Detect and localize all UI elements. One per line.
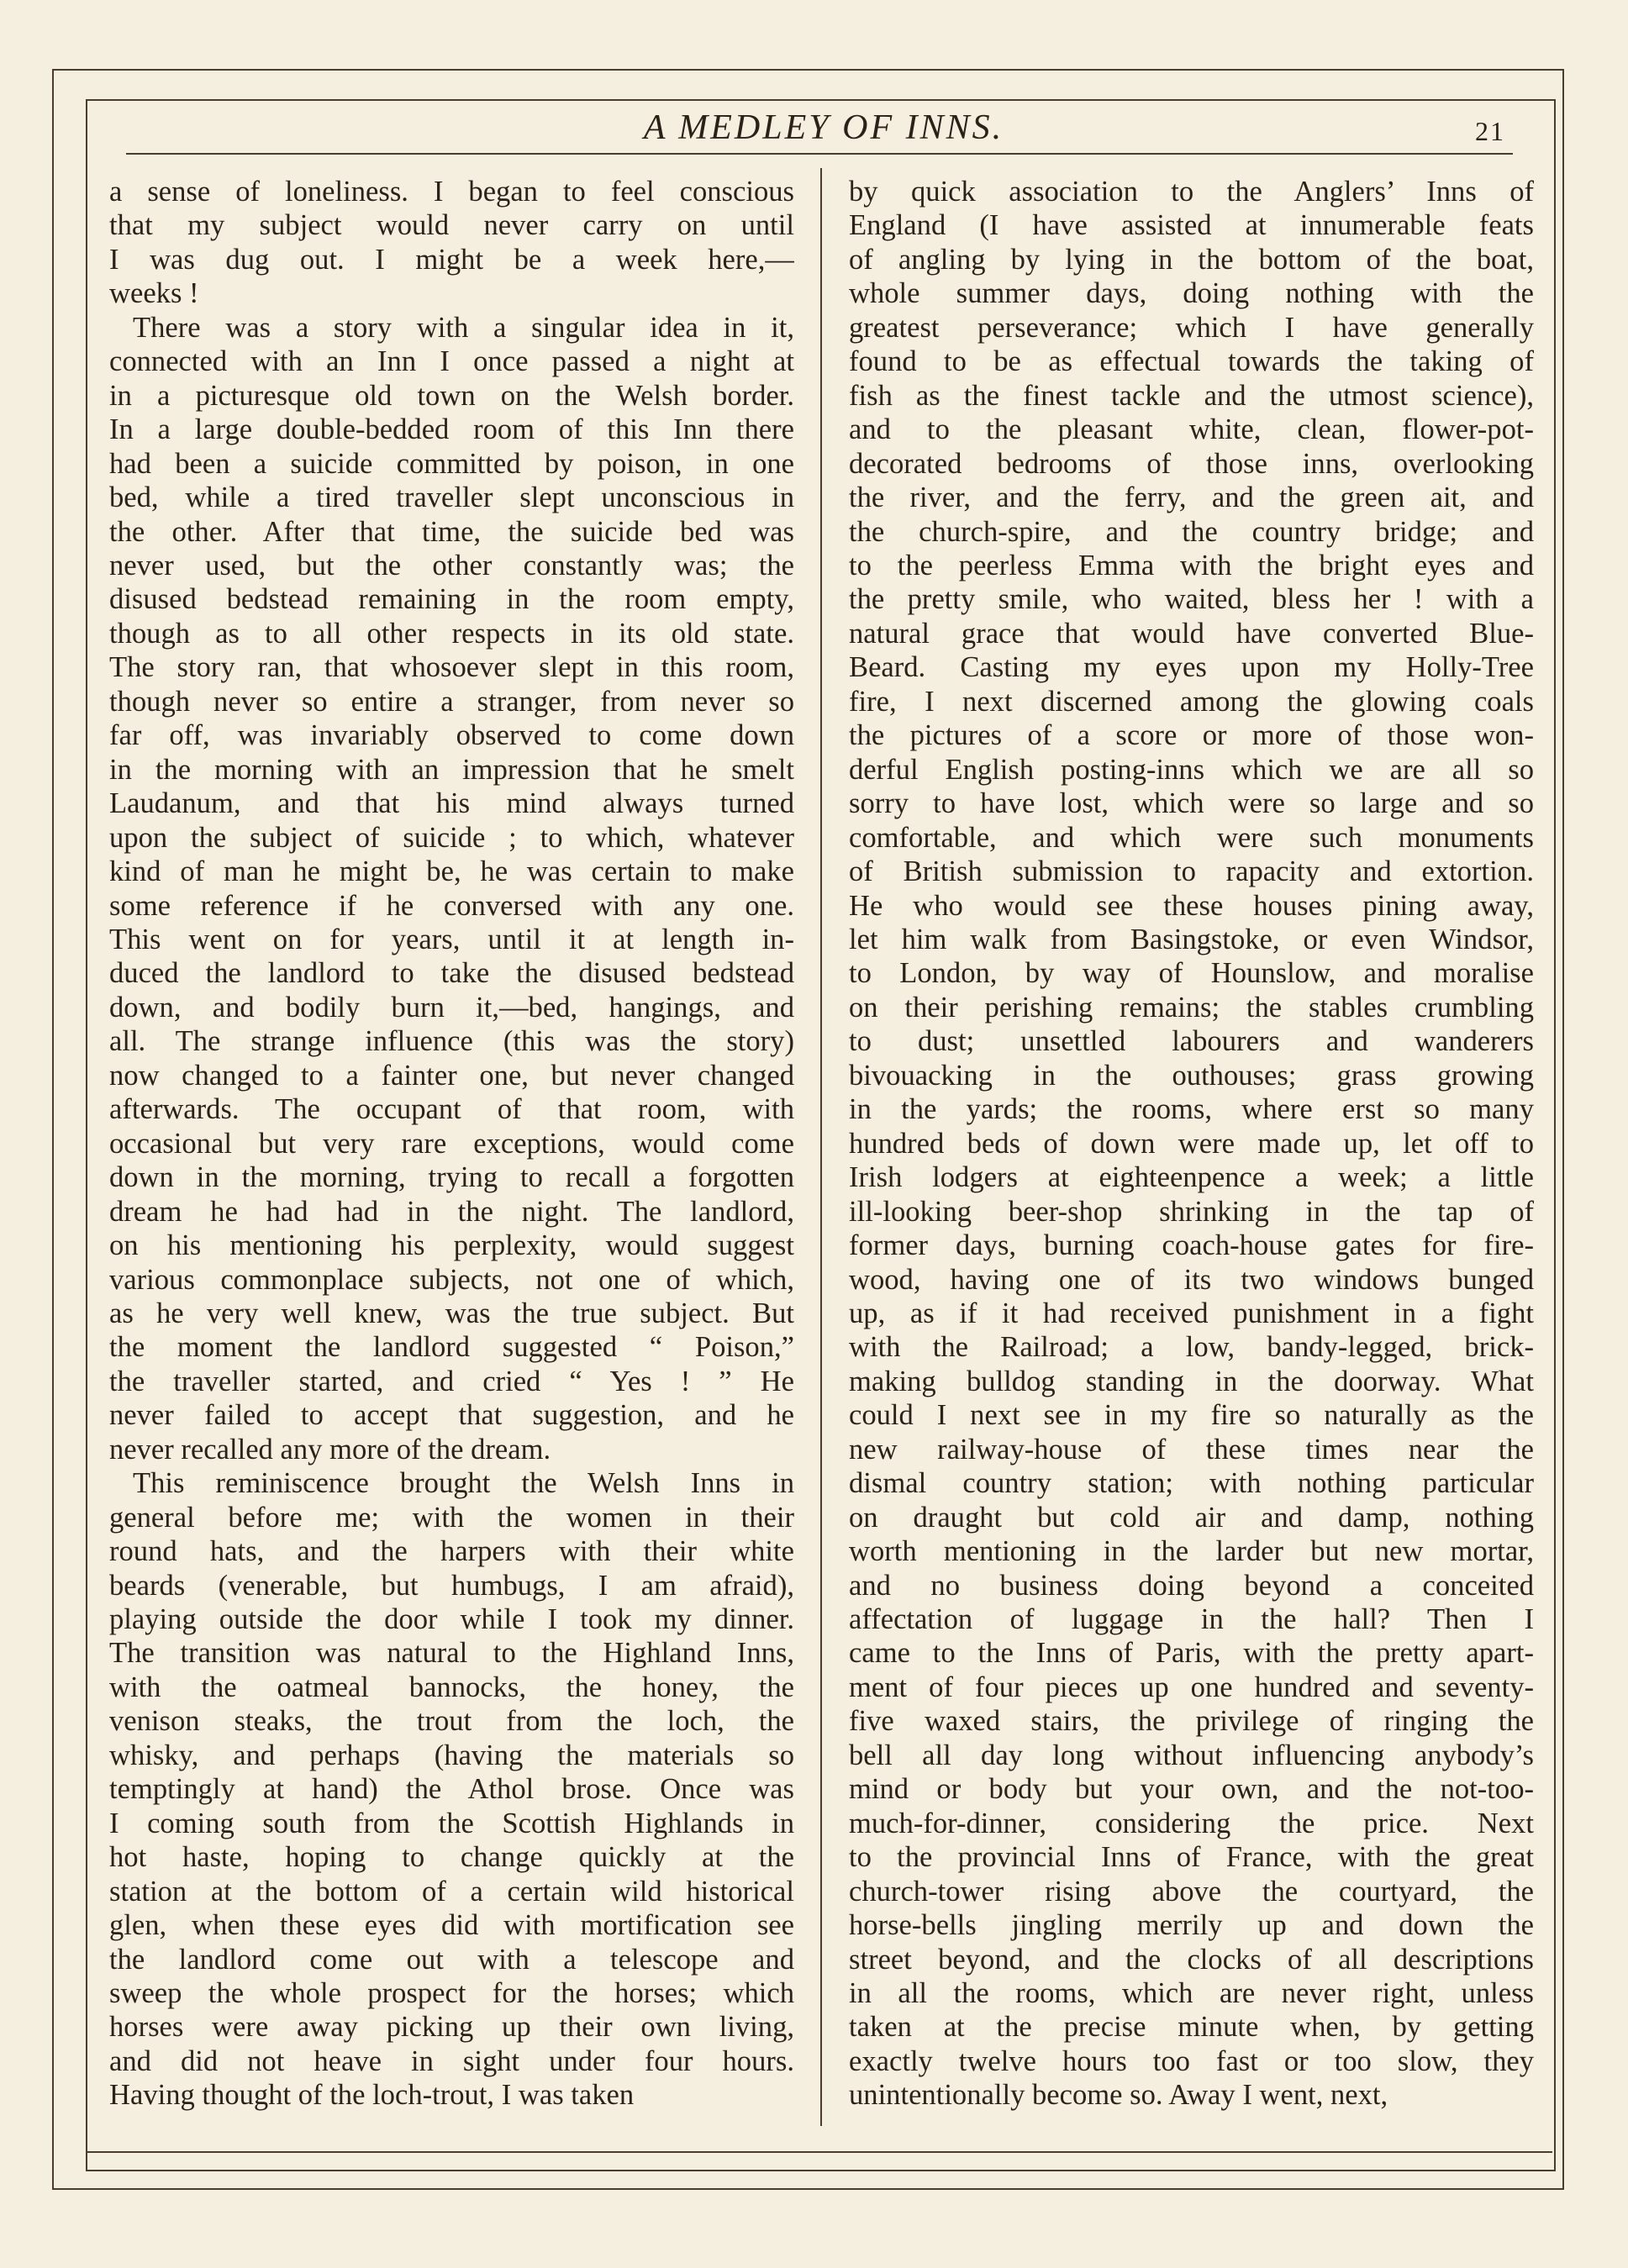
text-line: He who would see these houses pining away, (849, 889, 1534, 922)
text-line: the traveller started, and cried “ Yes ! ” He (109, 1365, 794, 1397)
text-line: I was dug out. I might be a week here,— (109, 243, 794, 276)
text-line: upon the subject of suicide ; to which, whatever (109, 821, 794, 854)
text-line: sweep the whole prospect for the horses; which (109, 1977, 794, 2010)
text-line: five waxed stairs, the privilege of ringing the (849, 1705, 1534, 1738)
text-line: to the provincial Inns of France, with the great (849, 1841, 1534, 1874)
header-rule (126, 153, 1513, 155)
text-line: Laudanum, and that his mind always turned (109, 787, 794, 820)
text-line: though as to all other respects in its old state. (109, 617, 794, 650)
text-line: and no business doing beyond a conceited (849, 1569, 1534, 1602)
text-line: the other. After that time, the suicide bed was (109, 515, 794, 548)
text-line: beards (venerable, but humbugs, I am afraid), (109, 1569, 794, 1602)
text-line: worth mentioning in the larder but new mortar, (849, 1535, 1534, 1568)
text-line: affectation of luggage in the hall? Then I (849, 1603, 1534, 1636)
text-line: never used, but the other constantly was; the (109, 549, 794, 581)
text-line: comfortable, and which were such monuments (849, 821, 1534, 854)
text-line: station at the bottom of a certain wild historical (109, 1875, 794, 1908)
text-line: church-tower rising above the courtyard, the (849, 1875, 1534, 1908)
text-line: came to the Inns of Paris, with the pretty apart- (849, 1637, 1534, 1670)
text-line: Beard. Casting my eyes upon my Holly-Tree (849, 651, 1534, 684)
text-line: on draught but cold air and damp, nothing (849, 1501, 1534, 1534)
text-line: some reference if he conversed with any one. (109, 889, 794, 922)
text-line: The story ran, that whosoever slept in this room, (109, 651, 794, 684)
text-line: wood, having one of its two windows bunged (849, 1263, 1534, 1296)
text-line: by quick association to the Anglers’ Inns of (849, 176, 1534, 208)
text-line: all. The strange influence (this was the story) (109, 1025, 794, 1058)
text-line: bell all day long without influencing anybody’s (849, 1739, 1534, 1771)
text-line: taken at the precise minute when, by getting (849, 2011, 1534, 2044)
text-line: This reminiscence brought the Welsh Inns in (133, 1467, 794, 1500)
text-line: fire, I next discerned among the glowing coals (849, 685, 1534, 718)
text-line: never failed to accept that suggestion, and he (109, 1399, 794, 1432)
text-line: natural grace that would have converted Blue- (849, 617, 1534, 650)
text-line: to dust; unsettled labourers and wanderers (849, 1025, 1534, 1058)
text-line: England (I have assisted at innumerable feats (849, 209, 1534, 242)
text-line: afterwards. The occupant of that room, with (109, 1093, 794, 1126)
text-line: ill-looking beer-shop shrinking in the tap of (849, 1195, 1534, 1228)
text-line: exactly twelve hours too fast or too slow, they (849, 2044, 1534, 2077)
text-line: horse-bells jingling merrily up and down the (849, 1909, 1534, 1942)
text-line: of British submission to rapacity and extortion. (849, 855, 1534, 888)
text-line: various commonplace subjects, not one of which, (109, 1263, 794, 1296)
text-line: the moment the landlord suggested “ Poison,” (109, 1331, 794, 1364)
text-line: mind or body but your own, and the not-too- (849, 1773, 1534, 1806)
text-line: the pictures of a score or more of those won- (849, 719, 1534, 752)
text-line: the landlord come out with a telescope and (109, 1943, 794, 1976)
text-line: derful English posting-inns which we are all so (849, 753, 1534, 786)
text-line: up, as if it had received punishment in a fight (849, 1297, 1534, 1329)
footer-rule (86, 2151, 1552, 2153)
text-line: former days, burning coach-house gates for fire- (849, 1229, 1534, 1262)
text-line: in the yards; the rooms, where erst so many (849, 1093, 1534, 1126)
text-line: venison steaks, the trout from the loch, the (109, 1705, 794, 1738)
text-line: sorry to have lost, which were so large and so (849, 787, 1534, 820)
text-line: The transition was natural to the Highland Inns, (109, 1637, 794, 1670)
text-line: fish as the finest tackle and the utmost science), (849, 379, 1534, 412)
text-line: Irish lodgers at eighteenpence a week; a little (849, 1161, 1534, 1194)
text-line: kind of man he might be, he was certain to make (109, 855, 794, 888)
text-line: dream he had had in the night. The landlord, (109, 1195, 794, 1228)
text-line: There was a story with a singular idea in it, (133, 311, 794, 344)
text-line: never recalled any more of the dream. (109, 1433, 551, 1466)
right-column (849, 175, 1534, 2113)
text-line: the pretty smile, who waited, bless her ! with a (849, 583, 1534, 616)
text-line: far off, was invariably observed to come down (109, 719, 794, 752)
running-title: A MEDLEY OF INNS. (643, 108, 1004, 147)
text-line: Having thought of the loch-trout, I was taken (109, 2079, 635, 2112)
text-line: glen, when these eyes did with mortification see (109, 1909, 794, 1942)
text-line: in all the rooms, which are never right, unless (849, 1977, 1534, 2010)
text-line: dismal country station; with nothing particular (849, 1467, 1534, 1500)
text-line: to the peerless Emma with the bright eyes and (849, 549, 1534, 581)
text-line: weeks ! (109, 277, 199, 310)
text-line: occasional but very rare exceptions, would come (109, 1127, 794, 1160)
text-line: the river, and the ferry, and the green ait, and (849, 481, 1534, 514)
text-line: hot haste, hoping to change quickly at the (109, 1841, 794, 1874)
text-line: I coming south from the Scottish Highlands in (109, 1807, 794, 1839)
text-line: whole summer days, doing nothing with the (849, 277, 1534, 310)
left-column (109, 175, 794, 2113)
text-line: on their perishing remains; the stables crumbling (849, 991, 1534, 1023)
page-number: 21 (1475, 116, 1505, 146)
text-line: street beyond, and the clocks of all descriptions (849, 1943, 1534, 1976)
text-line: new railway-house of these times near the (849, 1433, 1534, 1466)
text-line: down, and bodily burn it,—bed, hangings, and (109, 991, 794, 1023)
text-line: ment of four pieces up one hundred and seventy- (849, 1671, 1534, 1703)
text-line: to London, by way of Hounslow, and moralise (849, 957, 1534, 990)
text-line: had been a suicide committed by poison, in one (109, 447, 794, 480)
column-divider (820, 168, 822, 2126)
text-line: in a picturesque old town on the Welsh border. (109, 379, 794, 412)
text-line: much-for-dinner, considering the price. Next (849, 1807, 1534, 1839)
text-line: This went on for years, until it at length in- (109, 923, 794, 955)
text-line: whisky, and perhaps (having the materials so (109, 1739, 794, 1771)
text-line: playing outside the door while I took my dinner. (109, 1603, 794, 1636)
text-line: a sense of loneliness. I began to feel conscious (109, 176, 794, 208)
text-line: hundred beds of down were made up, let off to (849, 1127, 1534, 1160)
text-line: In a large double-bedded room of this Inn there (109, 413, 794, 446)
text-line: down in the morning, trying to recall a forgotten (109, 1161, 794, 1194)
text-line: and to the pleasant white, clean, flower-pot- (849, 413, 1534, 446)
text-line: disused bedstead remaining in the room empty, (109, 583, 794, 616)
text-line: general before me; with the women in their (109, 1501, 794, 1534)
text-line: horses were away picking up their own living, (109, 2011, 794, 2044)
text-line: temptingly at hand) the Athol brose. Once was (109, 1773, 794, 1806)
text-line: and did not heave in sight under four hours. (109, 2044, 794, 2077)
text-line: now changed to a fainter one, but never changed (109, 1059, 794, 1092)
text-line: though never so entire a stranger, from never so (109, 685, 794, 718)
text-line: decorated bedrooms of those inns, overlooking (849, 447, 1534, 480)
text-line: of angling by lying in the bottom of the boat, (849, 243, 1534, 276)
text-line: connected with an Inn I once passed a night at (109, 345, 794, 378)
text-line: could I next see in my fire so naturally as the (849, 1399, 1534, 1432)
text-line: that my subject would never carry on until (109, 209, 794, 242)
text-line: in the morning with an impression that he smelt (109, 753, 794, 786)
text-line: making bulldog standing in the doorway. What (849, 1365, 1534, 1397)
text-line: with the oatmeal bannocks, the honey, the (109, 1671, 794, 1703)
text-line: as he very well knew, was the true subject. But (109, 1297, 794, 1329)
text-line: duced the landlord to take the disused bedstead (109, 957, 794, 990)
text-line: found to be as effectual towards the taking of (849, 345, 1534, 378)
text-line: the church-spire, and the country bridge; and (849, 515, 1534, 548)
text-line: unintentionally become so. Away I went, next, (849, 2079, 1388, 2112)
text-line: with the Railroad; a low, bandy-legged, brick- (849, 1331, 1534, 1364)
text-line: round hats, and the harpers with their white (109, 1535, 794, 1568)
text-line: greatest perseverance; which I have generally (849, 311, 1534, 344)
text-line: bivouacking in the outhouses; grass growing (849, 1059, 1534, 1092)
text-line: let him walk from Basingstoke, or even Windsor, (849, 923, 1534, 955)
text-line: on his mentioning his perplexity, would suggest (109, 1229, 794, 1262)
text-line: bed, while a tired traveller slept unconscious in (109, 481, 794, 514)
